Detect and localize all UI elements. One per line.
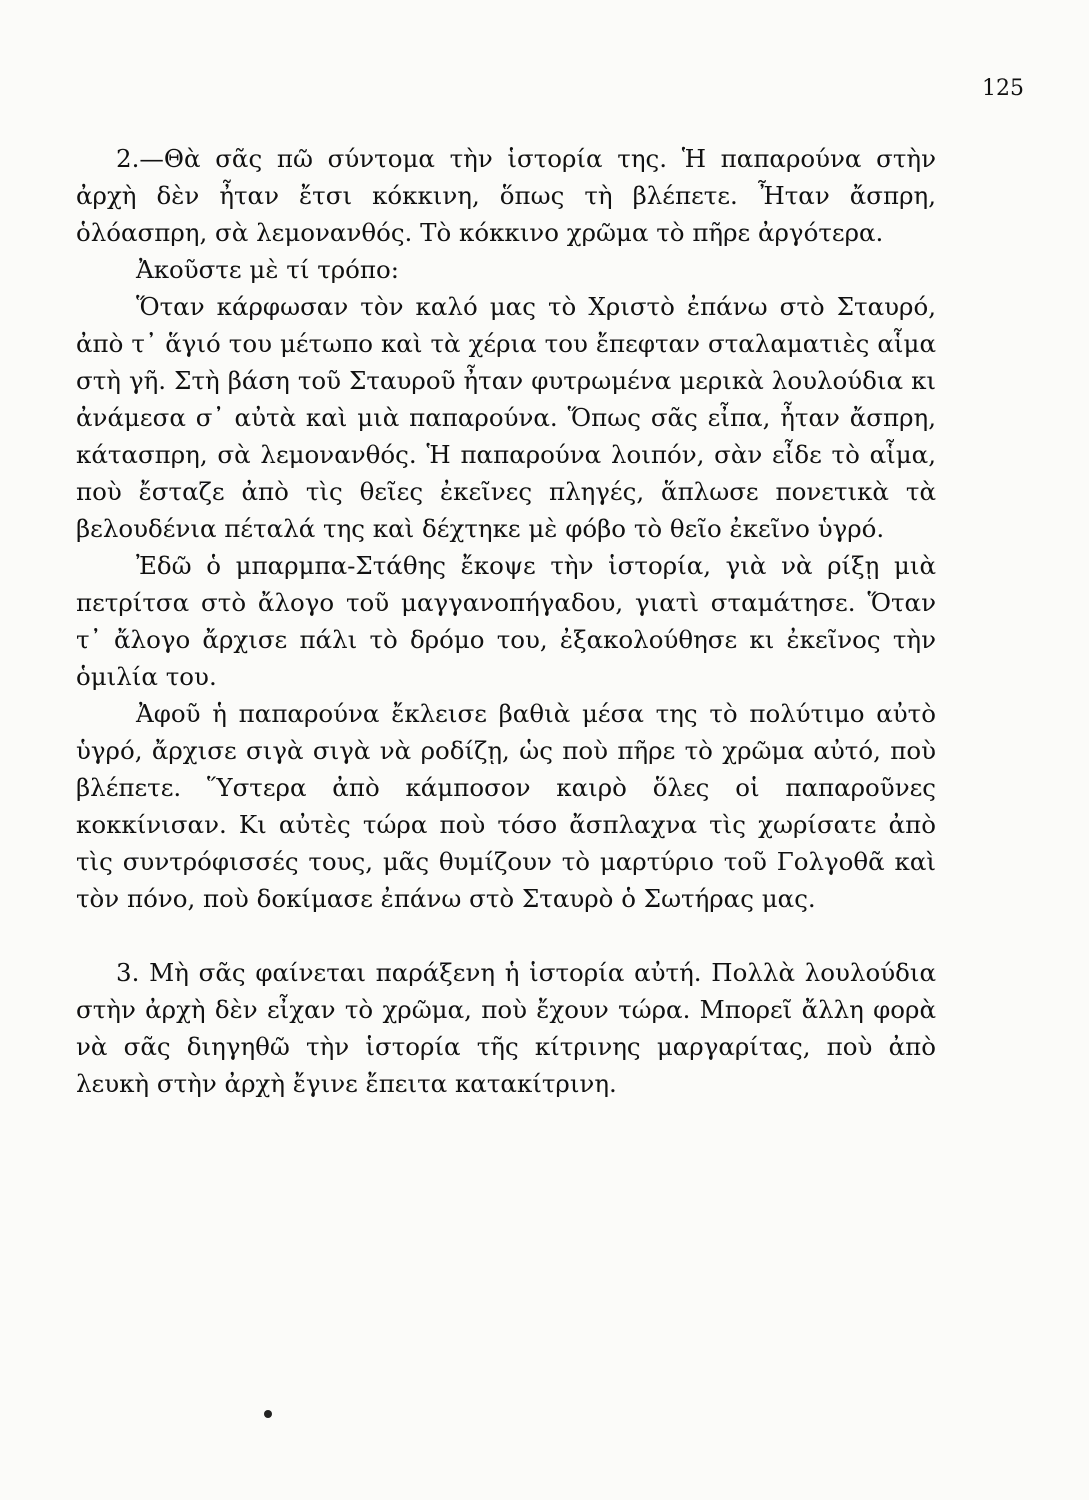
page-number: 125 — [982, 76, 1024, 101]
ink-dot — [264, 1410, 272, 1418]
paragraph-3: Ὅταν κάρφωσαν τὸν καλό μας τὸ Χριστὸ ἐπάνω στὸ Σταυρό, ἀπὸ τ᾽ ἅγιό του μέτωπο καὶ τὰ χέρια του ἔπεφταν σταλαματιὲς αἷμα στὴ γῆ. Στὴ βάση τοῦ Σταυροῦ ἦταν φυτρωμένα μερικὰ λουλούδια κι ἀνάμεσα σ᾽ αὐτὰ καὶ μιὰ παπαρούνα. Ὅπως σᾶς εἶπα, ἦταν ἄσπρη, κάτασπρη, σὰ λεμονανθός. Ἡ παπαρούνα λοιπόν, σὰν εἶδε τὸ αἷμα, ποὺ ἔσταζε ἀπὸ τὶς θεῖες ἐκεῖνες πληγές, ἅπλωσε πονετικὰ τὰ βελουδένια πέταλά της καὶ δέχτηκε μὲ φόβο τὸ θεῖο ἐκεῖνο ὑγρό. — [76, 292, 936, 543]
body-text — [76, 140, 936, 1102]
paragraph-4: Ἐδῶ ὁ μπαρμπα-Στάθης ἔκοψε τὴν ἱστορία, γιὰ νὰ ρίξῃ μιὰ πετρίτσα στὸ ἄλογο τοῦ μαγγανοπήγαδου, γιατὶ σταμάτησε. Ὅταν τ᾽ ἄλογο ἄρχισε πάλι τὸ δρόμο του, ἐξακολούθησε κι ἐκεῖνος τὴν ὁμιλία του. — [76, 551, 936, 691]
paragraph-6: 3. Μὴ σᾶς φαίνεται παράξενη ἡ ἱστορία αὐτή. Πολλὰ λουλούδια στὴν ἀρχὴ δὲν εἶχαν τὸ χρῶμα, ποὺ ἔχουν τώρα. Μπορεῖ ἄλλη φορὰ νὰ σᾶς διηγηθῶ τὴν ἱστορία τῆς κίτρινης μαργαρίτας, ποὺ ἀπὸ λευκὴ στὴν ἀρχὴ ἔγινε ἔπειτα κατακίτρινη. — [76, 958, 936, 1098]
paragraph-2: Ἀκοῦστε μὲ τί τρόπο: — [136, 255, 400, 284]
paragraph-1: 2.—Θὰ σᾶς πῶ σύντομα τὴν ἱστορία της. Ἡ παπαρούνα στὴν ἀρχὴ δὲν ἦταν ἔτσι κόκκινη, ὅπως τὴ βλέπετε. Ἦταν ἄσπρη, ὁλόασπρη, σὰ λεμονανθός. Τὸ κόκκινο χρῶμα τὸ πῆρε ἀργότερα. — [76, 144, 936, 247]
paragraph-5: Ἀφοῦ ἡ παπαρούνα ἔκλεισε βαθιὰ μέσα της τὸ πολύτιμο αὐτὸ ὑγρό, ἄρχισε σιγὰ σιγὰ νὰ ροδίζῃ, ὡς ποὺ πῆρε τὸ χρῶμα αὐτό, ποὺ βλέπετε. Ὕστερα ἀπὸ κάμποσον καιρὸ ὅλες οἱ παπαροῦνες κοκκίνισαν. Κι αὐτὲς τώρα ποὺ τόσο ἄσπλαχνα τὶς χωρίσατε ἀπὸ τὶς συντρόφισσές τους, μᾶς θυμίζουν τὸ μαρτύριο τοῦ Γολγοθᾶ καὶ τὸν πόνο, ποὺ δοκίμασε ἐπάνω στὸ Σταυρὸ ὁ Σωτήρας μας. — [76, 699, 936, 913]
